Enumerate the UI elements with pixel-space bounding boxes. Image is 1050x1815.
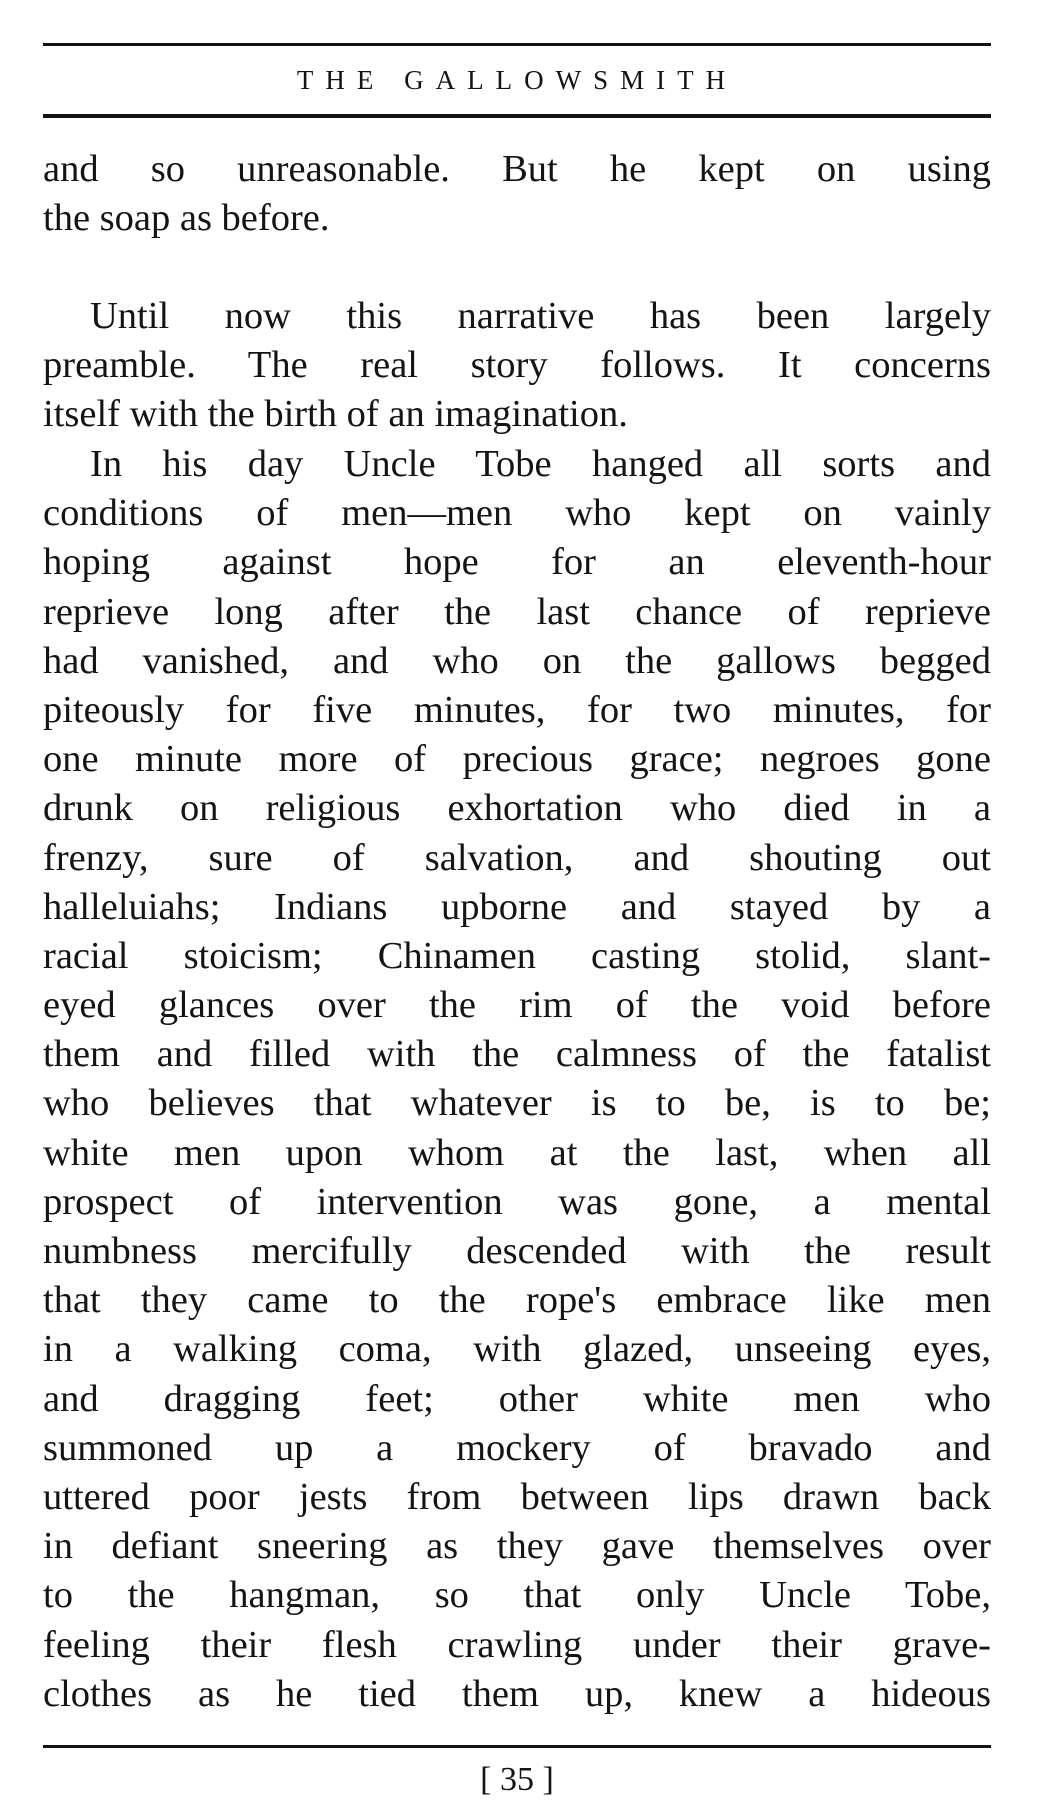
text-line: In his day Uncle Tobe hanged all sorts and	[90, 443, 991, 485]
text-line: reprieve long after the last chance of reprieve	[43, 590, 991, 633]
paragraph-3	[43, 440, 991, 1719]
text-line: Until now this narrative has been largely	[90, 295, 991, 337]
text-line: that they came to the rope's embrace like men	[43, 1279, 991, 1322]
text-line: white men upon whom at the last, when all	[43, 1131, 991, 1174]
text-line: numbness mercifully descended with the result	[43, 1230, 991, 1272]
text-line: the soap as before.	[43, 197, 330, 240]
text-line: piteously for five minutes, for two minutes, for	[43, 688, 991, 731]
text-line: feeling their flesh crawling under their grave-	[43, 1623, 991, 1666]
text-line: preamble. The real story follows. It concerns	[43, 344, 991, 387]
text-line: and so unreasonable. But he kept on using	[43, 148, 991, 190]
text-line: summoned up a mockery of bravado and	[43, 1426, 991, 1469]
paragraph-1	[43, 145, 991, 243]
text-line: them and filled with the calmness of the fatalist	[43, 1033, 991, 1076]
paragraph-2	[43, 292, 991, 440]
text-line: racial stoicism; Chinamen casting stolid, slant-	[43, 934, 991, 977]
header-rule	[43, 114, 991, 118]
text-line: and dragging feet; other white men who	[43, 1377, 991, 1420]
text-line: had vanished, and who on the gallows begged	[43, 639, 991, 682]
text-line: in a walking coma, with glazed, unseeing eyes,	[43, 1328, 991, 1371]
text-line: frenzy, sure of salvation, and shouting out	[43, 836, 991, 879]
page-number: [ 35 ]	[480, 1761, 554, 1798]
text-line: to the hangman, so that only Uncle Tobe,	[43, 1574, 991, 1617]
text-line: one minute more of precious grace; negroes gone	[43, 738, 991, 781]
text-line: prospect of intervention was gone, a mental	[43, 1180, 991, 1223]
top-rule	[43, 43, 991, 46]
text-line: uttered poor jests from between lips drawn back	[43, 1475, 991, 1518]
text-line: conditions of men—men who kept on vainly	[43, 492, 991, 535]
running-head: THE GALLOWSMITH	[296, 65, 738, 95]
text-line: clothes as he tied them up, knew a hideous	[43, 1672, 991, 1715]
text-line: hoping against hope for an eleventh-hour	[43, 541, 991, 584]
text-line: halleluiahs; Indians upborne and stayed by a	[43, 885, 991, 928]
footer-rule	[43, 1745, 991, 1748]
text-line: itself with the birth of an imagination.	[43, 393, 628, 436]
text-line: eyed glances over the rim of the void before	[43, 984, 991, 1027]
text-line: in defiant sneering as they gave themselves over	[43, 1525, 991, 1568]
text-line: drunk on religious exhortation who died in a	[43, 787, 991, 830]
text-line: who believes that whatever is to be, is to be;	[43, 1082, 991, 1125]
